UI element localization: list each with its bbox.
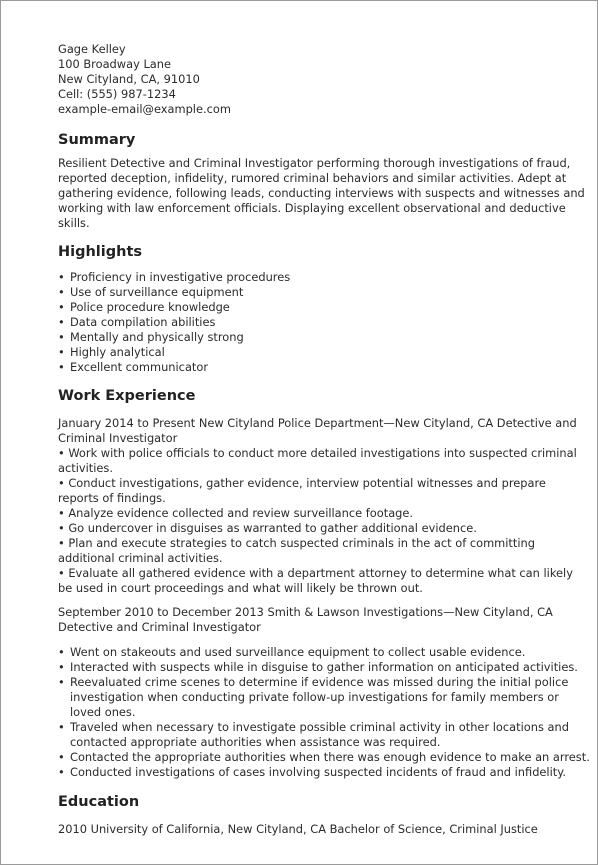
contact-city: New Cityland, CA, 91010 <box>58 72 200 86</box>
job-1-header: January 2014 to Present New Cityland Police Department—New Cityland, CA Detective and Criminal Investigator <box>58 416 577 445</box>
job-2-duties <box>58 645 590 780</box>
contact-block <box>58 42 590 117</box>
contact-cell: Cell: (555) 987-1234 <box>58 87 176 101</box>
list-item: • Excellent communicator <box>58 360 590 375</box>
job-1-duty: • Work with police officials to conduct more detailed investigations into suspected criminal activities. <box>58 446 577 475</box>
list-item: • Highly analytical <box>58 345 590 360</box>
education-heading: Education <box>58 794 140 810</box>
list-item: • Traveled when necessary to investigate possible criminal activity in other locations and contacted appropriate authorities when assistance was required. <box>58 720 590 750</box>
contact-email: example-email@example.com <box>58 102 231 116</box>
list-item: • Reevaluated crime scenes to determine if evidence was missed during the initial police investigation when conducting private follow-up investigations for family members or loved ones. <box>58 675 590 720</box>
job-1-duty: • Plan and execute strategies to catch suspected criminals in the act of committing additional criminal activities. <box>58 536 535 565</box>
job-1-duty: • Analyze evidence collected and review surveillance footage. <box>58 506 414 520</box>
job-2-header: September 2010 to December 2013 Smith & Lawson Investigations—New Cityland, CA Detective and Criminal Investigator <box>58 605 553 634</box>
list-item: • Data compilation abilities <box>58 315 590 330</box>
list-item: • Use of surveillance equipment <box>58 285 590 300</box>
job-1-duty: • Evaluate all gathered evidence with a department attorney to determine what can likely be used in court proceedings and what will likely be thrown out. <box>58 566 573 595</box>
job-1-duty: • Go undercover in disguises as warranted to gather additional evidence. <box>58 521 477 535</box>
work-experience-section <box>58 387 590 780</box>
list-item: • Police procedure knowledge <box>58 300 590 315</box>
list-item: • Proficiency in investigative procedures <box>58 270 590 285</box>
work-heading: Work Experience <box>58 388 196 404</box>
education-section <box>58 793 590 837</box>
highlights-heading: Highlights <box>58 244 143 260</box>
job-1-duty: • Conduct investigations, gather evidence, interview potential witnesses and prepare reports of findings. <box>58 476 546 505</box>
education-entry: 2010 University of California, New Cityland, CA Bachelor of Science, Criminal Justice <box>58 822 538 836</box>
summary-text: Resilient Detective and Criminal Investigator performing thorough investigations of fraud, reported deception, infidelity, rumored criminal behaviors and similar activities. Adept at gathering evidence, following leads, conducting interviews with suspects and witnesses and working with law enforcement officials. Displaying excellent observational and deductive skills. <box>58 156 585 230</box>
summary-heading: Summary <box>58 132 136 148</box>
resume-content <box>58 42 590 837</box>
list-item: • Mentally and physically strong <box>58 330 590 345</box>
highlights-section <box>58 243 590 375</box>
contact-street: 100 Broadway Lane <box>58 57 171 71</box>
list-item: • Contacted the appropriate authorities when there was enough evidence to make an arrest. <box>58 750 590 765</box>
job-1-duties <box>58 446 590 596</box>
list-item: • Conducted investigations of cases involving suspected incidents of fraud and infidelity. <box>58 765 590 780</box>
highlights-list <box>58 270 590 375</box>
summary-section <box>58 131 590 231</box>
list-item: • Went on stakeouts and used surveillance equipment to collect usable evidence. <box>58 645 590 660</box>
contact-name: Gage Kelley <box>58 42 126 56</box>
list-item: • Interacted with suspects while in disguise to gather information on anticipated activities. <box>58 660 590 675</box>
